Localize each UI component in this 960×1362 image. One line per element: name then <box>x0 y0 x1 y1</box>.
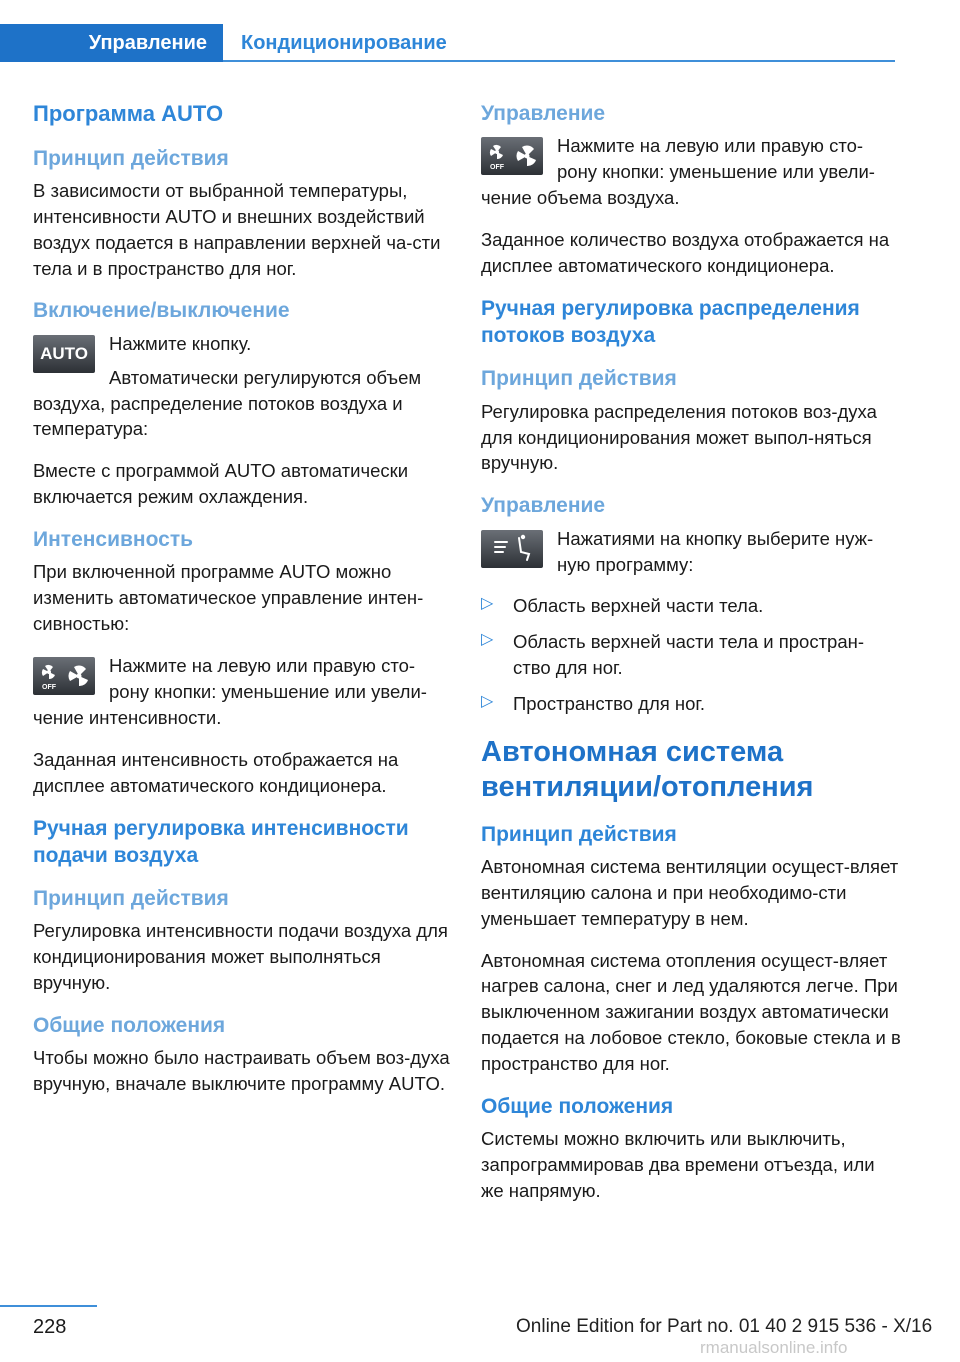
aux-heat-text: Автономная система отопления осущест-вляет нагрев салона, снег и лед удаляются легче. При выключенном зажигании воздух автоматически подается на лобовое стекло, боковые стекла и в пространство для ног. <box>481 949 901 1075</box>
right-column <box>481 100 901 1220</box>
manual-intensity-text: Регулировка интенсивности подачи воздуха для кондиционирования может выполняться вручную. <box>33 920 448 994</box>
volume-button-block <box>481 133 901 227</box>
page-number: 228 <box>33 1316 67 1338</box>
press-left-right-volume: Нажмите на левую или правую сто-рону кнопки: уменьшение или увели-чение объема воздуха. <box>481 135 875 209</box>
general-heading-r: Общие положения <box>481 1094 674 1118</box>
principle-heading-2: Принцип действия <box>33 887 229 911</box>
general-heading: Общие положения <box>33 1014 226 1038</box>
list-item: ▷ Область верхней части тела. <box>481 595 764 617</box>
triangle-bullet-icon: ▷ <box>481 631 494 649</box>
off-label: OFF <box>42 684 56 692</box>
select-program-text: Нажатиями на кнопку выберите нуж-ную программу: <box>557 527 874 575</box>
list-item: ▷ Пространство для ног. <box>481 693 706 715</box>
airflow-button-block <box>481 526 901 594</box>
aux-vent-text: Автономная система вентиляции осущест-вляет вентиляцию салона и при необходимо-сти уменьшает температуру в нем. <box>481 855 899 929</box>
left-column <box>33 100 453 1113</box>
press-button-text: Нажмите кнопку. <box>109 332 252 354</box>
principle-text: В зависимости от выбранной температуры, интенсивности AUTO и внешних воздействий воздух подается в направлении верхней ча-сти тела и в пространство для ног. <box>33 179 441 279</box>
triangle-bullet-icon: ▷ <box>481 693 494 711</box>
triangle-bullet-icon: ▷ <box>481 595 494 613</box>
cooling-on-text: Вместе с программой AUTO автоматически включается режим охлаждения. <box>33 460 409 508</box>
auto-button-label: AUTO <box>40 343 88 363</box>
header-rule <box>223 60 895 62</box>
intensity-heading: Интенсивность <box>33 528 194 552</box>
fan-rocker-button-icon <box>481 137 543 175</box>
manual-distribution-title: Ручная регулировка распределения потоков воздуха <box>481 296 860 348</box>
onoff-heading: Включение/выключение <box>33 299 290 323</box>
auto-program-title: Программа AUTO <box>33 101 224 126</box>
principle-heading-3: Принцип действия <box>481 822 677 846</box>
program-options-list <box>481 593 901 717</box>
aux-system-title: Автономная система вентиляции/отопления <box>481 735 814 803</box>
off-label: OFF <box>490 164 504 172</box>
manual-intensity-title: Ручная регулировка интенсивности подачи воздуха <box>33 816 409 867</box>
general-text: Чтобы можно было настраивать объем воз-духа вручную, вначале выключите программу AUTO. <box>33 1047 450 1095</box>
intensity-display-text: Заданная интенсивность отображается на дисплее автоматического кондиционера. <box>33 748 399 796</box>
edition-text: Online Edition for Part no. 01 40 2 915 536 - X/16 <box>516 1316 933 1337</box>
list-item: ▷ Область верхней части тела и простран-ство для ног. <box>481 631 864 679</box>
intensity-button-block <box>33 653 453 747</box>
page-number-rule <box>0 1305 97 1307</box>
fan-rocker-button-icon <box>33 657 95 695</box>
auto-regulated-text: Автоматически регулируются объем воздуха, распределение потоков воздуха и температура: <box>33 366 422 440</box>
auto-button-block <box>33 331 453 459</box>
general-text-r: Системы можно включить или выключить, запрограммировав два времени отъезда, или же напрямую. <box>481 1128 875 1202</box>
press-left-right-intensity: Нажмите на левую или правую сто-рону кнопки: уменьшение или увели-чение интенсивности. <box>33 655 427 728</box>
intensity-text: При включенной программе AUTO можно изменить автоматическое управление интен-сивностью: <box>33 561 424 635</box>
page-header <box>0 0 960 62</box>
control-heading-2: Управление <box>481 494 606 518</box>
principle-heading: Принцип действия <box>33 146 229 170</box>
section-tab[interactable]: Управление <box>0 24 223 62</box>
chapter-tab[interactable]: Кондиционирование <box>241 31 447 54</box>
auto-button-icon <box>33 335 95 373</box>
distribution-text: Регулировка распределения потоков воз-духа для кондиционирования может выпол-няться вручную. <box>481 400 877 474</box>
volume-display-text: Заданное количество воздуха отображается на дисплее автоматического кондиционера. <box>481 228 890 276</box>
principle-heading-r: Принцип действия <box>481 367 677 391</box>
control-heading: Управление <box>481 102 606 125</box>
watermark: rmanualsonline.info <box>700 1338 848 1357</box>
air-distribution-button-icon <box>481 530 543 568</box>
